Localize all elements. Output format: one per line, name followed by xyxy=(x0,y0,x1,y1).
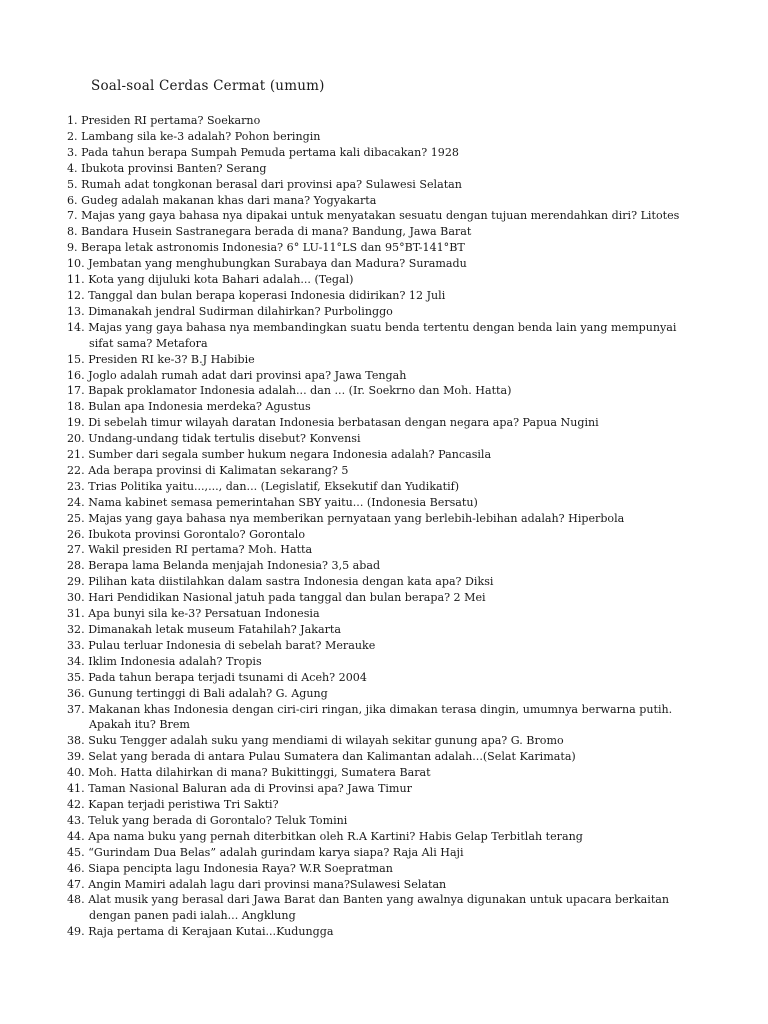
question-line: Joglo adalah rumah adat dari provinsi apa? Jawa Tengah xyxy=(88,368,407,382)
question-item xyxy=(67,654,737,670)
question-number: 34. xyxy=(67,654,85,668)
question-text xyxy=(88,496,478,509)
question-line: Kota yang dijuluki kota Bahari adalah... (Tegal) xyxy=(88,273,354,287)
question-text xyxy=(88,257,467,270)
question-text xyxy=(67,893,737,924)
question-line: Hari Pendidikan Nasional jatuh pada tanggal dan bulan berapa? 2 Mei xyxy=(88,591,486,605)
question-text xyxy=(88,798,278,811)
question-number: 43. xyxy=(67,813,85,827)
question-text xyxy=(88,305,393,318)
question-line: Gudeg adalah makanan khas dari mana? Yogyakarta xyxy=(81,193,377,207)
question-number: 20. xyxy=(67,432,85,446)
question-text xyxy=(88,814,347,827)
question-line: “Gurindam Dua Belas” adalah gurindam karya siapa? Raja Ali Haji xyxy=(88,845,464,859)
question-text xyxy=(88,591,485,604)
question-number: 42. xyxy=(67,797,85,811)
question-line: Pilihan kata diistilahkan dalam sastra Indonesia dengan kata apa? Diksi xyxy=(88,575,494,589)
question-line: Apa nama buku yang pernah diterbitkan oleh R.A Kartini? Habis Gelap Terbitlah terang xyxy=(88,829,583,843)
question-line: Berapa lama Belanda menjajah Indonesia? 3,5 abad xyxy=(88,559,381,573)
question-line: Bapak proklamator Indonesia adalah... dan ... (Ir. Soekrno dan Moh. Hatta) xyxy=(88,384,512,398)
question-number: 31. xyxy=(67,607,85,621)
question-item xyxy=(67,638,737,654)
question-text xyxy=(88,273,353,286)
question-text xyxy=(88,464,348,477)
question-text xyxy=(88,830,583,843)
question-text xyxy=(88,448,491,461)
question-number: 37. xyxy=(67,702,85,716)
question-number: 49. xyxy=(67,925,85,939)
question-item xyxy=(67,479,737,495)
question-item xyxy=(67,272,737,288)
question-item xyxy=(67,113,737,129)
question-text xyxy=(88,289,445,302)
question-item xyxy=(67,240,737,256)
question-item xyxy=(67,383,737,399)
question-line: Bulan apa Indonesia merdeka? Agustus xyxy=(88,400,311,414)
question-text xyxy=(88,639,375,652)
question-item xyxy=(67,877,737,893)
question-number: 32. xyxy=(67,623,85,636)
question-number: 22. xyxy=(67,463,85,477)
question-number: 44. xyxy=(67,829,85,843)
question-item xyxy=(67,145,737,161)
question-number: 7. xyxy=(67,209,78,223)
question-text xyxy=(88,416,599,429)
question-line: Presiden RI ke-3? B.J Habibie xyxy=(88,352,255,366)
question-number: 29. xyxy=(67,575,85,589)
question-item xyxy=(67,749,737,765)
question-item xyxy=(67,447,737,463)
question-number: 23. xyxy=(67,479,85,493)
question-number: 10. xyxy=(67,257,85,271)
question-number: 4. xyxy=(67,161,78,175)
question-number: 1. xyxy=(67,114,78,127)
question-item xyxy=(67,686,737,702)
question-line: Undang-undang tidak tertulis disebut? Konvensi xyxy=(88,432,361,446)
question-line: Rumah adat tongkonan berasal dari provinsi apa? Sulawesi Selatan xyxy=(81,177,462,191)
question-item xyxy=(67,193,737,209)
question-line: Siapa pencipta lagu Indonesia Raya? W.R Soepratman xyxy=(88,861,393,875)
question-number: 13. xyxy=(67,304,85,318)
question-item xyxy=(67,797,737,813)
question-item xyxy=(67,765,737,781)
question-continuation-line: Apakah itu? Brem xyxy=(89,718,190,732)
question-line: Presiden RI pertama? Soekarno xyxy=(81,114,261,127)
question-item xyxy=(67,574,737,590)
question-line: Moh. Hatta dilahirkan di mana? Bukittinggi, Sumatera Barat xyxy=(88,766,431,780)
question-text xyxy=(88,687,328,700)
question-text xyxy=(88,925,333,938)
question-line: Trias Politika yaitu...,..., dan... (Legislatif, Eksekutif dan Yudikatif) xyxy=(88,479,460,493)
question-line: Wakil presiden RI pertama? Moh. Hatta xyxy=(88,543,313,557)
question-text xyxy=(88,512,624,525)
question-item xyxy=(67,590,737,606)
question-item xyxy=(67,861,737,877)
question-text xyxy=(81,241,465,254)
question-item xyxy=(67,813,737,829)
question-line: Kapan terjadi peristiwa Tri Sakti? xyxy=(88,797,279,811)
question-line: Taman Nasional Baluran ada di Provinsi apa? Jawa Timur xyxy=(88,782,412,796)
question-text xyxy=(88,734,563,747)
question-text xyxy=(88,655,261,668)
question-text xyxy=(88,846,463,859)
question-number: 38. xyxy=(67,734,85,748)
question-item xyxy=(67,463,737,479)
question-item xyxy=(67,845,737,861)
question-line: Majas yang gaya bahasa nya dipakai untuk menyatakan sesuatu dengan tujuan merendahkan diri? Litotes xyxy=(81,209,680,223)
question-number: 26. xyxy=(67,527,85,541)
question-number: 48. xyxy=(67,893,85,907)
question-line: Pada tahun berapa Sumpah Pemuda pertama kali dibacakan? 1928 xyxy=(81,145,459,159)
question-continuation-line: sifat sama? Metafora xyxy=(89,336,208,350)
question-line: Sumber dari segala sumber hukum negara Indonesia adalah? Pancasila xyxy=(88,448,492,462)
question-continuation-line: dengan panen padi ialah... Angklung xyxy=(89,909,296,923)
question-item xyxy=(67,161,737,177)
question-line: Jembatan yang menghubungkan Surabaya dan Madura? Suramadu xyxy=(88,257,467,271)
question-line: Dimanakah letak museum Fatahilah? Jakarta xyxy=(88,623,341,636)
question-line: Di sebelah timur wilayah daratan Indonesia berbatasan dengan negara apa? Papua Nugini xyxy=(88,416,599,430)
question-text xyxy=(88,543,312,556)
question-item xyxy=(67,781,737,797)
question-text xyxy=(88,575,493,588)
question-number: 33. xyxy=(67,638,85,652)
question-text xyxy=(88,607,319,620)
question-text xyxy=(88,353,255,366)
question-number: 14. xyxy=(67,320,85,334)
question-number: 12. xyxy=(67,288,85,302)
question-line: Gunung tertinggi di Bali adalah? G. Agung xyxy=(88,686,328,700)
question-item xyxy=(67,304,737,320)
question-text xyxy=(88,559,380,572)
question-text xyxy=(88,432,360,445)
question-text xyxy=(81,146,459,159)
question-line: Dimanakah jendral Sudirman dilahirkan? Purbolinggo xyxy=(88,304,393,318)
question-number: 46. xyxy=(67,861,85,875)
question-number: 6. xyxy=(67,193,78,207)
question-text xyxy=(67,703,737,734)
question-number: 30. xyxy=(67,591,85,605)
question-line: Raja pertama di Kerajaan Kutai...Kudungga xyxy=(88,925,334,939)
question-number: 41. xyxy=(67,782,85,796)
question-item xyxy=(67,511,737,527)
question-line: Suku Tengger adalah suku yang mendiami di wilayah sekitar gunung apa? G. Bromo xyxy=(88,734,564,748)
question-number: 18. xyxy=(67,400,85,414)
question-number: 2. xyxy=(67,129,78,143)
question-number: 36. xyxy=(67,686,85,700)
question-text xyxy=(88,400,311,413)
question-number: 5. xyxy=(67,177,78,191)
question-line: Tanggal dan bulan berapa koperasi Indonesia didirikan? 12 Juli xyxy=(88,288,446,302)
question-item xyxy=(67,892,737,924)
question-item xyxy=(67,368,737,384)
question-item xyxy=(67,558,737,574)
question-line: Iklim Indonesia adalah? Tropis xyxy=(88,654,262,668)
question-number: 3. xyxy=(67,145,78,159)
question-text xyxy=(81,114,260,127)
question-line: Pulau terluar Indonesia di sebelah barat? Merauke xyxy=(88,638,376,652)
question-number: 28. xyxy=(67,559,85,573)
question-number: 24. xyxy=(67,495,85,509)
question-number: 45. xyxy=(67,845,85,859)
question-number: 16. xyxy=(67,368,85,382)
question-item xyxy=(67,224,737,240)
question-line: Apa bunyi sila ke-3? Persatuan Indonesia xyxy=(88,607,320,621)
question-text xyxy=(81,130,320,143)
question-item xyxy=(67,208,737,224)
question-text xyxy=(81,178,462,191)
question-number: 9. xyxy=(67,241,78,255)
question-number: 39. xyxy=(67,750,85,764)
question-text xyxy=(81,209,679,222)
question-line: Pada tahun berapa terjadi tsunami di Aceh? 2004 xyxy=(88,670,367,684)
question-item xyxy=(67,129,737,145)
question-text xyxy=(88,369,406,382)
question-line: Ada berapa provinsi di Kalimatan sekarang? 5 xyxy=(88,463,349,477)
question-item xyxy=(67,670,737,686)
question-text xyxy=(88,623,341,636)
question-number: 35. xyxy=(67,670,85,684)
question-list xyxy=(67,113,737,940)
question-text xyxy=(88,671,367,684)
question-item xyxy=(67,527,737,543)
question-text xyxy=(81,225,471,238)
question-item xyxy=(67,542,737,558)
question-text xyxy=(88,750,576,763)
question-item xyxy=(67,352,737,368)
question-item xyxy=(67,733,737,749)
question-text xyxy=(81,162,266,175)
question-item xyxy=(67,606,737,622)
question-text xyxy=(88,878,446,891)
question-text xyxy=(88,862,393,875)
question-number: 15. xyxy=(67,352,85,366)
question-line: Teluk yang berada di Gorontalo? Teluk Tomini xyxy=(88,813,348,827)
question-item xyxy=(67,399,737,415)
question-line: Berapa letak astronomis Indonesia? 6° LU-11°LS dan 95°BT-141°BT xyxy=(81,241,465,255)
question-line: Selat yang berada di antara Pulau Sumatera dan Kalimantan adalah...(Selat Karimata) xyxy=(88,750,576,764)
question-line: Nama kabinet semasa pemerintahan SBY yaitu... (Indonesia Bersatu) xyxy=(88,495,478,509)
question-item xyxy=(67,924,737,940)
question-number: 40. xyxy=(67,766,85,780)
question-line: Alat musik yang berasal dari Jawa Barat dan Banten yang awalnya digunakan untuk upacara berkaitan xyxy=(88,893,670,907)
question-number: 21. xyxy=(67,448,85,462)
question-text xyxy=(81,194,376,207)
question-number: 47. xyxy=(67,877,85,891)
question-text xyxy=(88,384,511,397)
question-line: Majas yang gaya bahasa nya memberikan pernyataan yang berlebih-lebihan adalah? Hiperbola xyxy=(88,511,625,525)
document-title: Soal-soal Cerdas Cermat (umum) xyxy=(91,78,325,94)
question-text xyxy=(88,782,412,795)
question-item xyxy=(67,256,737,272)
question-number: 27. xyxy=(67,543,85,557)
question-item xyxy=(67,177,737,193)
question-text xyxy=(88,528,305,541)
question-item xyxy=(67,431,737,447)
question-item xyxy=(67,288,737,304)
question-item xyxy=(67,829,737,845)
question-text xyxy=(67,321,737,352)
question-item xyxy=(67,495,737,511)
question-item xyxy=(67,320,737,352)
question-line: Ibukota provinsi Gorontalo? Gorontalo xyxy=(88,527,306,541)
question-number: 19. xyxy=(67,416,85,430)
question-line: Majas yang gaya bahasa nya membandingkan suatu benda tertentu dengan benda lain yang mempunyai xyxy=(88,320,677,334)
question-text xyxy=(88,480,459,493)
question-item xyxy=(67,622,737,638)
question-number: 25. xyxy=(67,511,85,525)
question-number: 11. xyxy=(67,273,85,287)
question-text xyxy=(88,766,430,779)
question-line: Bandara Husein Sastranegara berada di mana? Bandung, Jawa Barat xyxy=(81,225,472,239)
question-number: 17. xyxy=(67,384,85,398)
question-item xyxy=(67,415,737,431)
question-line: Ibukota provinsi Banten? Serang xyxy=(81,161,267,175)
question-number: 8. xyxy=(67,225,78,239)
question-line: Angin Mamiri adalah lagu dari provinsi mana?Sulawesi Selatan xyxy=(88,877,447,891)
question-line: Makanan khas Indonesia dengan ciri-ciri ringan, jika dimakan terasa dingin, umumnya berwarna putih. xyxy=(88,702,673,716)
question-item xyxy=(67,702,737,734)
question-line: Lambang sila ke-3 adalah? Pohon beringin xyxy=(81,129,321,143)
